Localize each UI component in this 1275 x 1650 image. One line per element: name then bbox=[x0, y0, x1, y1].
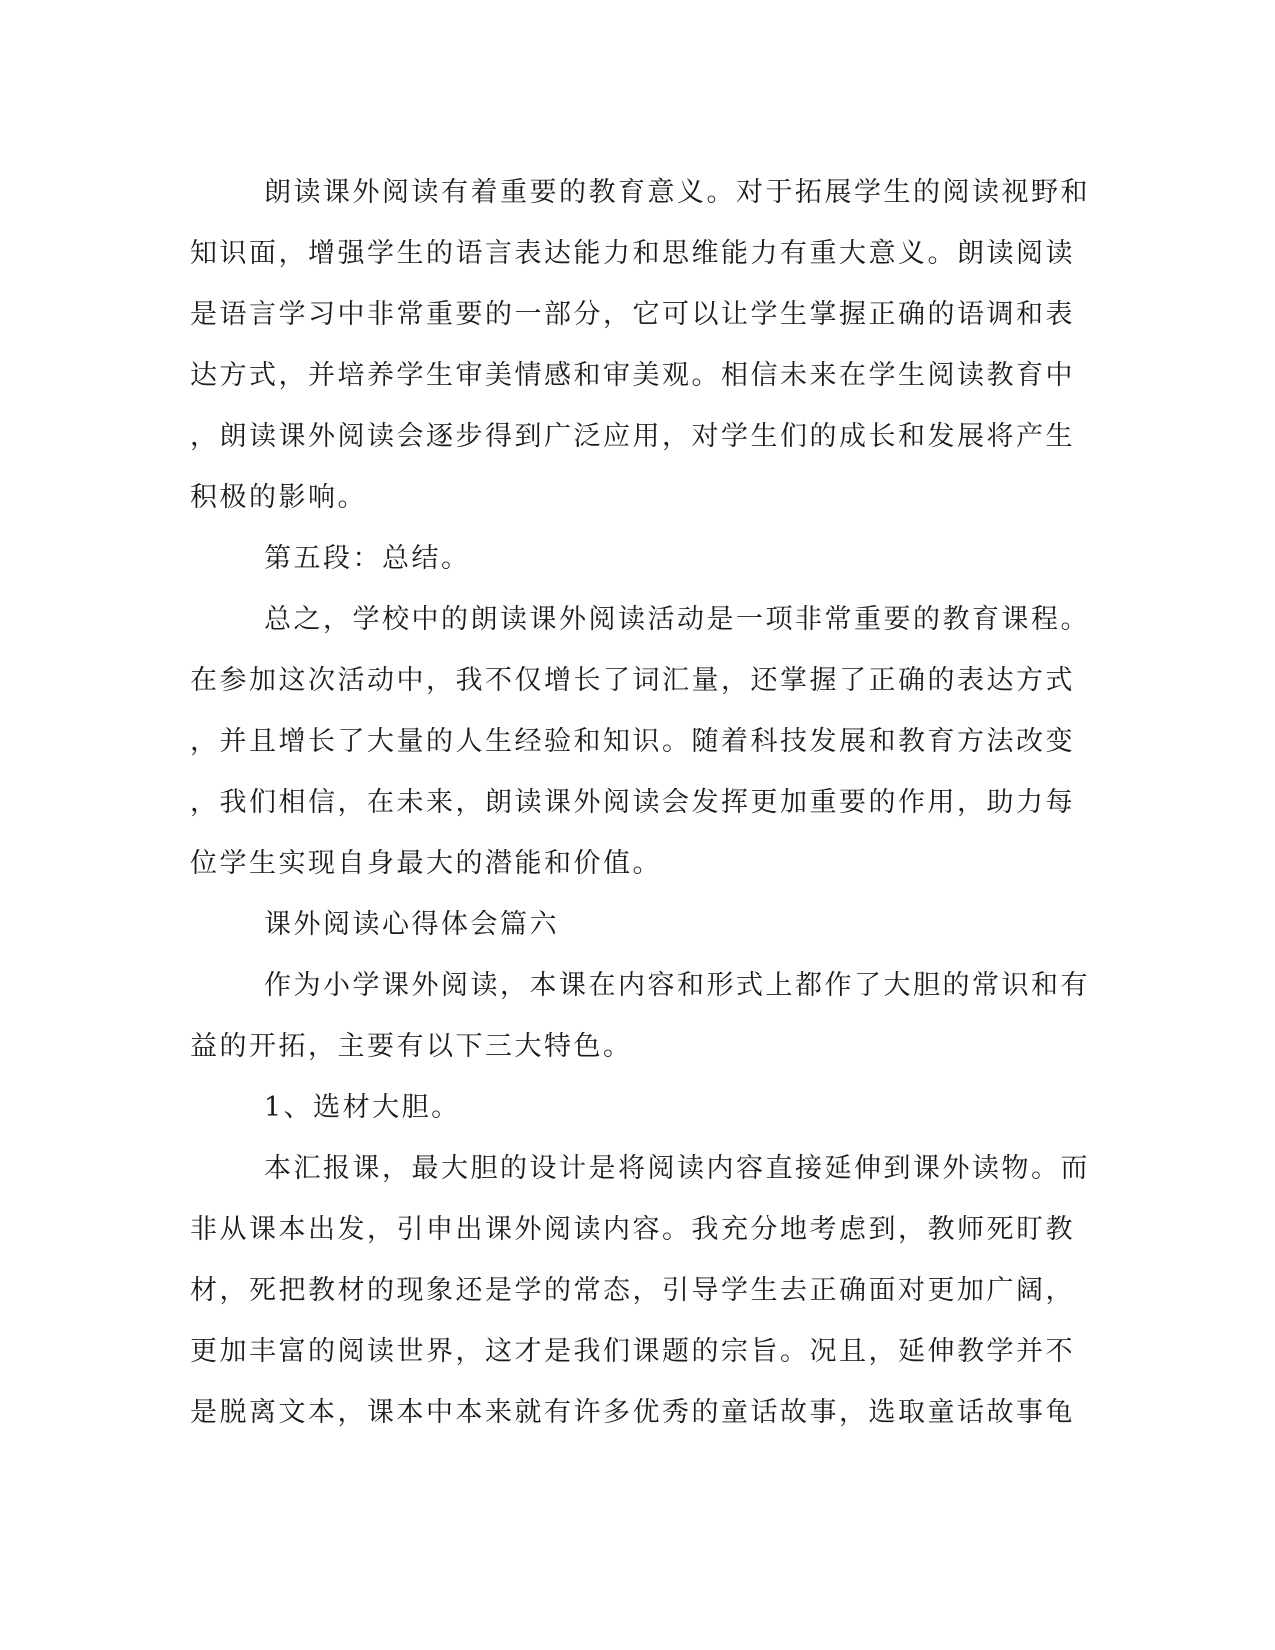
text-line: ，并且增长了大量的人生经验和知识。随着科技发展和教育方法改变 bbox=[190, 726, 1075, 757]
text-line: 朗读课外阅读有着重要的教育意义。对于拓展学生的阅读视野和 bbox=[264, 177, 1090, 208]
text-line: 作为小学课外阅读，本课在内容和形式上都作了大胆的常识和有 bbox=[264, 970, 1090, 1001]
text-line: 达方式，并培养学生审美情感和审美观。相信未来在学生阅读教育中 bbox=[190, 360, 1075, 391]
text-line: 材，死把教材的现象还是学的常态，引导学生去正确面对更加广阔， bbox=[190, 1275, 1075, 1306]
text-line: ，朗读课外阅读会逐步得到广泛应用，对学生们的成长和发展将产生 bbox=[190, 421, 1075, 452]
text-line: 本汇报课，最大胆的设计是将阅读内容直接延伸到课外读物。而 bbox=[264, 1153, 1090, 1184]
text-line: 知识面，增强学生的语言表达能力和思维能力有重大意义。朗读阅读 bbox=[190, 238, 1075, 269]
section-heading: 第五段：总结。 bbox=[264, 543, 471, 574]
text-line: 是语言学习中非常重要的一部分，它可以让学生掌握正确的语调和表 bbox=[190, 299, 1075, 330]
text-line: 非从课本出发，引申出课外阅读内容。我充分地考虑到，教师死盯教 bbox=[190, 1214, 1075, 1245]
text-line: 总之，学校中的朗读课外阅读活动是一项非常重要的教育课程。 bbox=[264, 604, 1090, 635]
text-line: 是脱离文本，课本中本来就有许多优秀的童话故事，选取童话故事龟 bbox=[190, 1397, 1075, 1428]
section-heading: 1、选材大胆。 bbox=[264, 1092, 461, 1123]
body-text bbox=[190, 162, 1090, 1443]
text-line: ，我们相信，在未来，朗读课外阅读会发挥更加重要的作用，助力每 bbox=[190, 787, 1075, 818]
text-line: 在参加这次活动中，我不仅增长了词汇量，还掌握了正确的表达方式 bbox=[190, 665, 1075, 696]
text-line: 积极的影响。 bbox=[190, 482, 367, 513]
text-line: 更加丰富的阅读世界，这才是我们课题的宗旨。况且，延伸教学并不 bbox=[190, 1336, 1075, 1367]
text-line: 益的开拓，主要有以下三大特色。 bbox=[190, 1031, 633, 1062]
article-title: 课外阅读心得体会篇六 bbox=[264, 909, 559, 940]
text-line: 位学生实现自身最大的潜能和价值。 bbox=[190, 848, 662, 879]
